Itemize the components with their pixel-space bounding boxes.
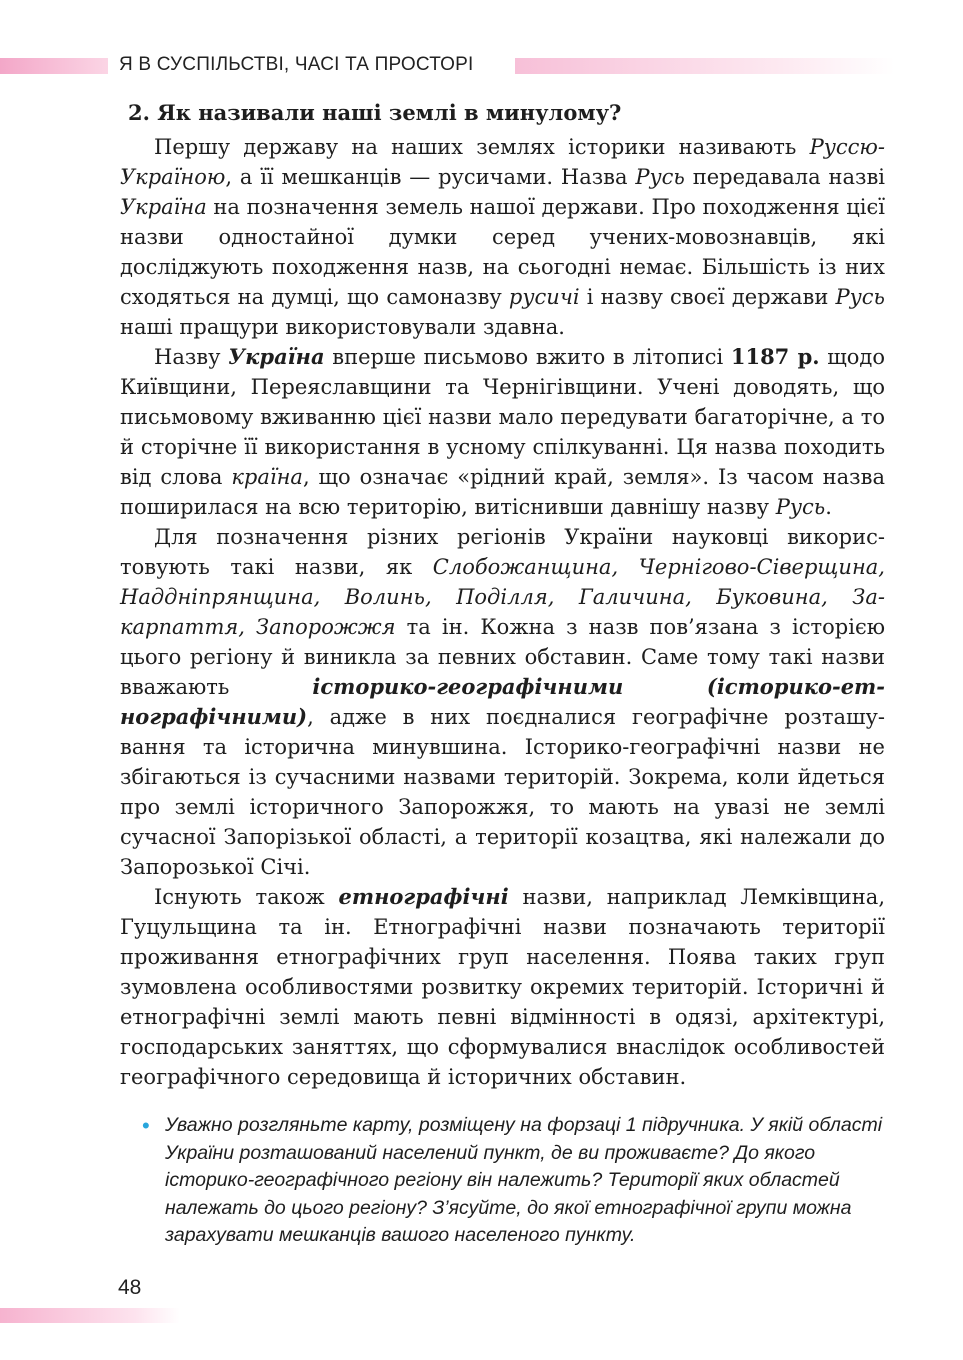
- p1-text-2: , а її мешканців — русичами. Назва: [225, 165, 636, 189]
- p1-emph-3: Україна: [120, 195, 207, 219]
- p2-text-2: вперше письмово вжито в літописі: [324, 345, 731, 369]
- p2-text-3: щодо Київщини, Переяславщини та Чернігівщини. Учені доводять, що письмовому вживанню цієї назви мало передувати багаторічне, а то й сторічне її використання в усному спілкуванні. Ця назва походить від слова: [120, 345, 885, 489]
- p3-text-1: Для позначення різних регіонів України науковці використовують такі назви, як: [120, 525, 885, 579]
- footer-decor-bar: [0, 1308, 180, 1323]
- page-header: [0, 52, 963, 80]
- p3-region-list: Слобожанщина, Чернігово-Сіверщина, Наддніпрянщина, Волинь, Поділля, Галичина, Буковина, Закарпаття, Запорожжя: [120, 555, 885, 639]
- p2-text-4: , що означає «рідний край, земля». Із часом назва поширилася на всю територію, витіснивши давнішу назву: [120, 465, 885, 519]
- p3-term-historical-geographic: історико-географічними (історико-етнографічними): [120, 674, 885, 729]
- p4-term-ethnographic: етнографічні: [338, 884, 509, 909]
- p1-text-6: наші пращури використовували здавна.: [120, 315, 565, 339]
- task-block: [142, 1112, 887, 1250]
- p2-emph-1: країна: [231, 465, 303, 489]
- p1-emph-1: Руссю-Україною: [120, 135, 885, 189]
- p2-term-ukraine: Україна: [228, 344, 325, 369]
- p3-text-2: та ін. Кожна з назв пов’язана з історією цього регіону й виникла за певних обставин. Саме тому такі назви вважають: [120, 615, 885, 699]
- p4-text-1: Існують також: [154, 885, 339, 909]
- paragraph-1: [120, 132, 885, 342]
- p3-text-3: , адже в них поєдналися географічне розташування та історична минувшина. Історико-географічні назви не збігаються із сучасними назвами територій. Зокрема, коли йдеться про землі історичного Запорожжя, то мають на увазі не землі сучасної Запорізької області, а території козацтва, які належали до Запорозької Січі.: [120, 705, 885, 879]
- p1-emph-4: русичі: [508, 285, 580, 309]
- p4-text-2: назви, наприклад Лемківщина, Гуцульщина та ін. Етнографічні назви позначають території проживання етнографічних груп населення. Поява таких груп зумовлена особливостями розвитку окремих територій. Історичні й етнографічні землі мають певні відмінності в одязі, архітектурі, господарських заняттях, що сформувалися внаслідок особливостей географічного середовища й історичних обставин.: [120, 885, 885, 1089]
- running-title: Я В СУСПІЛЬСТВІ, ЧАСІ ТА ПРОСТОРІ: [119, 54, 474, 75]
- task-bullet-icon: •: [142, 1113, 150, 1138]
- p1-emph-2: Русь: [635, 165, 685, 189]
- p1-text-1: Першу державу на наших землях історики називають: [154, 135, 810, 159]
- main-content: [120, 98, 885, 1092]
- p2-year: 1187 р.: [730, 344, 820, 369]
- paragraph-2: [120, 342, 885, 522]
- p1-emph-5: Русь: [835, 285, 885, 309]
- p2-text-1: Назву: [154, 345, 229, 369]
- p1-text-4: на позначення земель нашої держави. Про походження цієї назви одностайної думки серед учених-мовознавців, які досліджують походження назв, на сьогодні немає. Більшість із них сходяться на думці, що самоназву: [120, 195, 885, 309]
- p2-emph-2: Русь: [775, 495, 826, 519]
- paragraph-4: [120, 882, 885, 1092]
- p1-text-5: і назву своєї держави: [579, 285, 836, 309]
- task-text: Уважно розгляньте карту, розміщену на форзаці 1 підручника. У якій області України розташований населений пункт, де ви проживаєте? До якого історико-географічного регіону він належить? Території яких областей належать до цього регіону? З’ясуйте, до якої етнографічної групи можна зарахувати мешканців вашого населеного пункту.: [165, 1114, 883, 1246]
- page-number: 48: [118, 1276, 142, 1299]
- p1-text-3: передавала назві: [684, 165, 885, 189]
- header-decor-bar-left: [0, 58, 108, 74]
- header-decor-bar-right: [515, 58, 895, 74]
- paragraph-3: [120, 522, 885, 882]
- p2-text-5: .: [825, 495, 832, 519]
- section-title: 2. Як називали наші землі в минулому?: [128, 100, 622, 125]
